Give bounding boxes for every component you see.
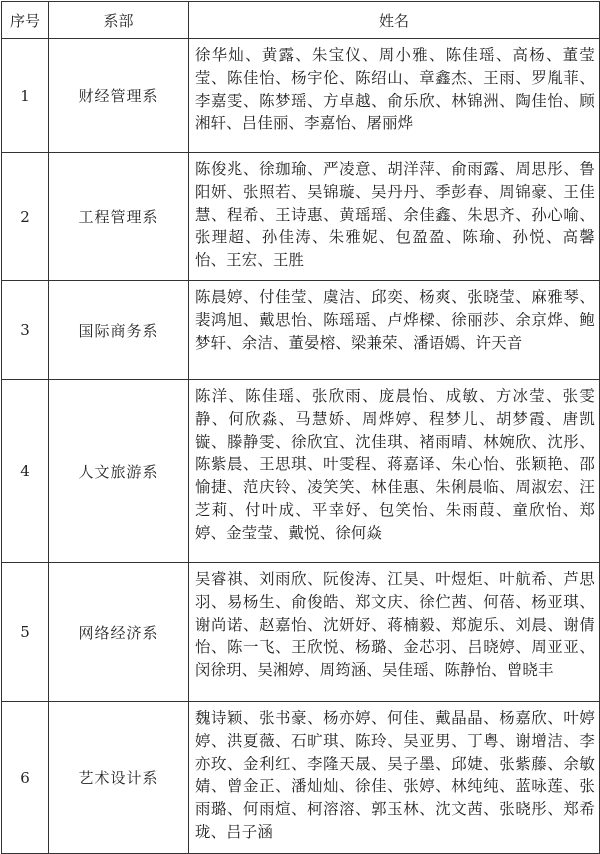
header-department: 系部 xyxy=(49,2,189,39)
student-names: 吴睿祺、刘雨欣、阮俊涛、江昊、叶煜炬、叶航希、芦思羽、易杨生、俞俊皓、郑文庆、徐伫茜、何蓓、杨亚琪、谢尚诺、赵嘉怡、沈妍妤、蒋楠毅、郑旎乐、刘晨、谢倩怡、陈一飞、王欣悦、杨璐、金芯羽、吕晓婷、周亚亚、闵徐玥、吴湘婷、周筠涵、吴佳瑶、陈静怡、曾晓丰 xyxy=(189,563,600,702)
header-row xyxy=(2,2,600,39)
row-number: 5 xyxy=(2,563,49,702)
row-number: 2 xyxy=(2,153,49,281)
table-row xyxy=(2,380,600,563)
row-number: 4 xyxy=(2,380,49,563)
table-row xyxy=(2,281,600,380)
student-names: 徐华灿、黄露、朱宝仪、周小雅、陈佳瑶、高杨、董莹莹、陈佳怡、杨宇伦、陈绍山、章鑫杰、王雨、罗胤菲、李嘉雯、陈梦瑶、方卓越、俞乐欣、林锦洲、陶佳怡、顾湘轩、吕佳丽、李嘉怡、屠丽烨 xyxy=(189,39,600,153)
student-names: 陈洋、陈佳瑶、张欣雨、庞晨怡、成敏、方冰莹、张雯静、何欣淼、马慧娇、周烨婷、程梦儿、胡梦霞、唐凯镟、滕静雯、徐欣宜、沈佳琪、褚雨晴、林婉欣、沈彤、陈紫晨、王思琪、叶雯程、蒋嘉译、朱心怡、张颖艳、邵愉捷、范庆铃、凌笑笑、林佳惠、朱俐晨临、周淑宏、汪芝莉、付叶成、平幸妤、包笑怡、朱雨葭、童欣怡、郑婷、金莹莹、戴悦、徐何焱 xyxy=(189,380,600,563)
row-number: 6 xyxy=(2,702,49,854)
name-list-table xyxy=(1,1,600,854)
department-name: 艺术设计系 xyxy=(49,702,189,854)
student-names: 魏诗颖、张书豪、杨亦婷、何佳、戴晶晶、杨嘉欣、叶婷婷、洪夏薇、石旷琪、陈玲、吴亚男、丁粤、谢增洁、李亦玫、金利红、李隆天晟、吴子墨、邱婕、张紫藤、余敏婧、曾金正、潘灿灿、徐佳、张婷、林纯纯、蓝咏莲、张雨璐、何雨煊、柯溶溶、郭玉林、沈文茜、张晓彤、郑希珑、吕子涵 xyxy=(189,702,600,854)
student-names: 陈晨婷、付佳莹、虞洁、邱奕、杨爽、张晓莹、麻雅琴、裴鸿旭、戴思怡、陈瑶瑶、卢烨樑、徐丽莎、余京烨、鲍梦轩、余洁、董晏榕、梁兼荣、潘语嫣、许天音 xyxy=(189,281,600,380)
table-row xyxy=(2,39,600,153)
table-row xyxy=(2,563,600,702)
table-row xyxy=(2,153,600,281)
student-names: 陈俊兆、徐珈瑜、严凌意、胡洋萍、俞雨露、周思彤、鲁阳妍、张照若、吴锦璇、吴丹丹、季彭春、周锦豪、王佳慧、程希、王诗惠、黄瑶瑶、余佳鑫、朱思齐、孙心喻、张理超、孙佳涛、朱雅妮、包盈盈、陈瑜、孙悦、高馨怡、王宏、王胜 xyxy=(189,153,600,281)
row-number: 1 xyxy=(2,39,49,153)
header-no: 序号 xyxy=(2,2,49,39)
department-name: 人文旅游系 xyxy=(49,380,189,563)
row-number: 3 xyxy=(2,281,49,380)
header-names: 姓名 xyxy=(189,2,600,39)
department-name: 国际商务系 xyxy=(49,281,189,380)
department-name: 网络经济系 xyxy=(49,563,189,702)
table-row xyxy=(2,702,600,854)
department-name: 工程管理系 xyxy=(49,153,189,281)
department-name: 财经管理系 xyxy=(49,39,189,153)
